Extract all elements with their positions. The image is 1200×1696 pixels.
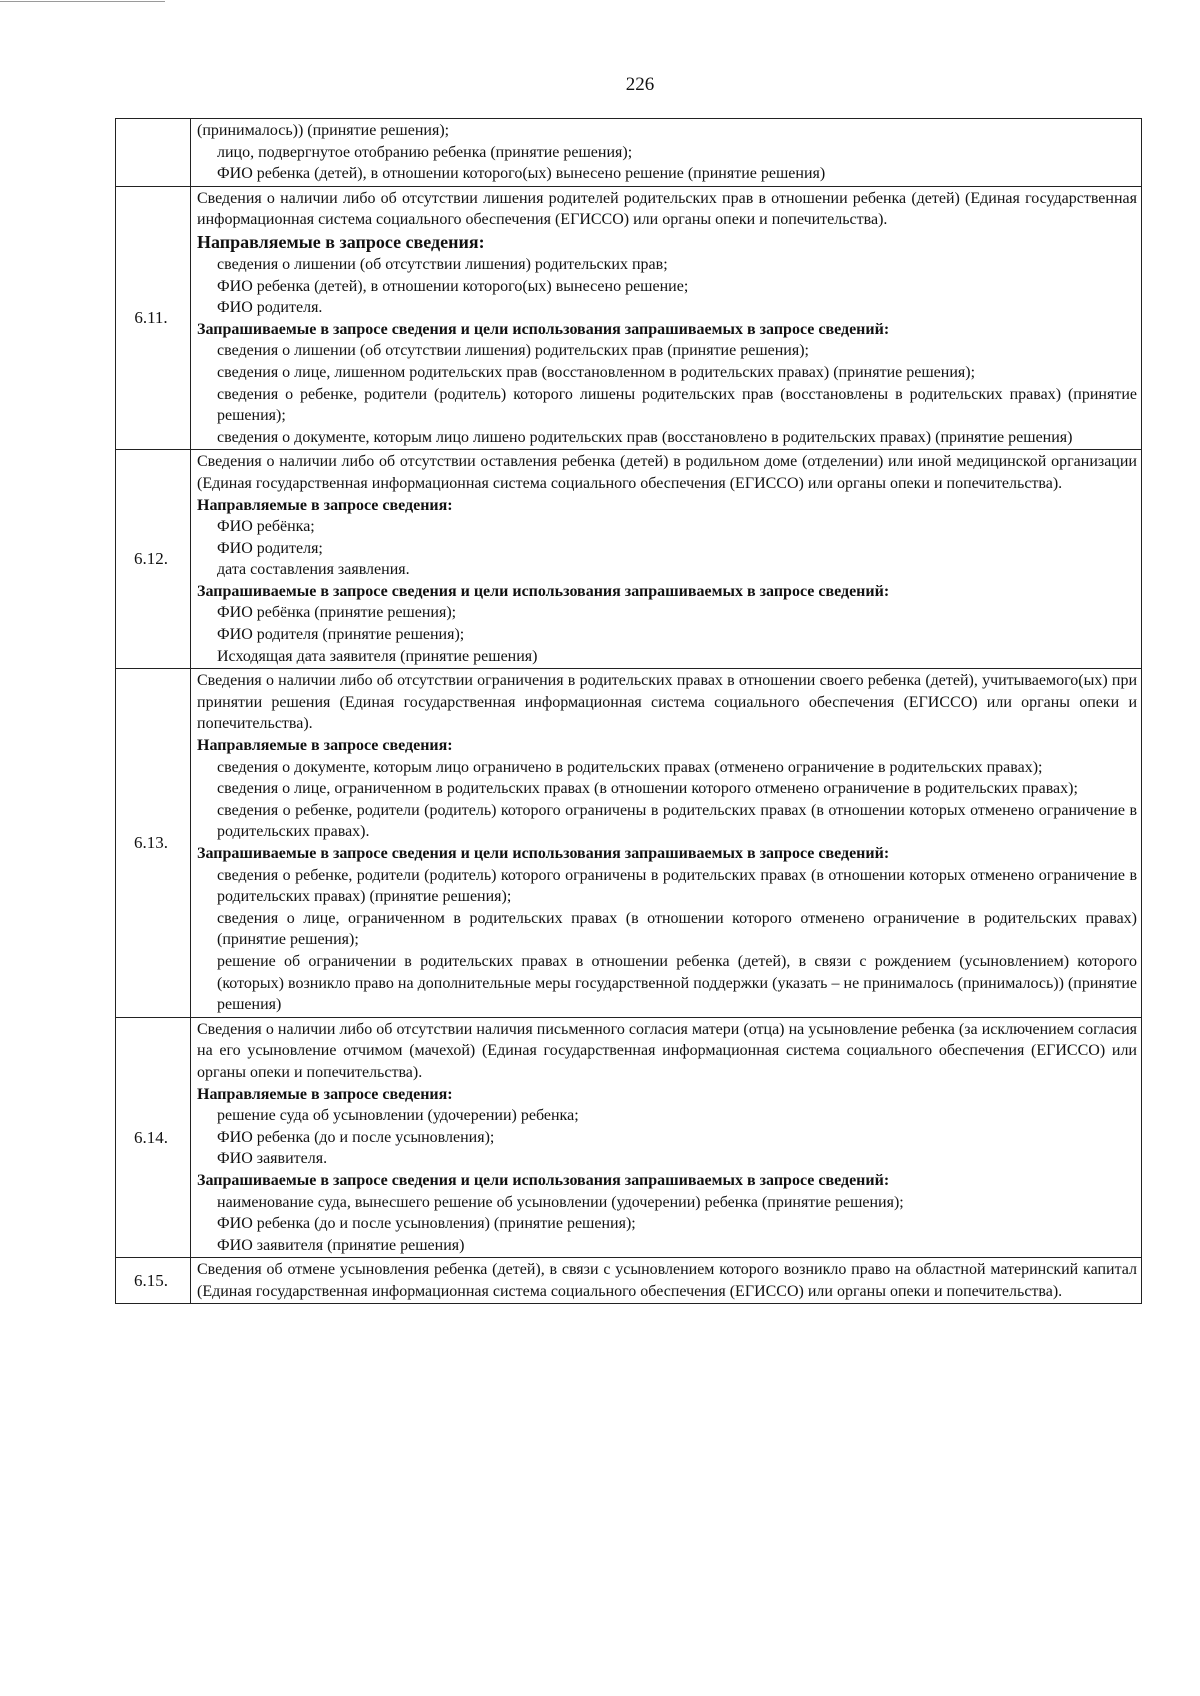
- content-line: Сведения о наличии либо об отсутствии ограничения в родительских правах в отношении своего ребенка (детей), учитываемого(ых) при принятии решения (Единая государственная информационная система социального обеспечения (ЕГИССО) или органы опеки и попечительства).: [197, 672, 1137, 733]
- content-line: (принималось)) (принятие решения);: [197, 122, 450, 139]
- content-line: наименование суда, вынесшего решение об усыновлении (удочерении) ребенка (принятие решения);: [217, 1193, 904, 1211]
- row-number: 6.13.: [116, 669, 191, 1018]
- row-content: [191, 1258, 1142, 1304]
- page-number: 226: [625, 74, 655, 95]
- content-line: сведения о лице, лишенном родительских прав (восстановленном в родительских правах) (принятие решения);: [217, 363, 976, 381]
- content-line: ФИО ребёнка;: [217, 518, 315, 536]
- row-number: 6.11.: [116, 186, 191, 450]
- row-content: [191, 450, 1142, 669]
- content-line: сведения о документе, которым лицо лишено родительских прав (восстановлено в родительских правах) (принятие решения): [217, 428, 1073, 446]
- section-heading: Направляемые в запросе сведения:: [197, 737, 453, 755]
- content-line: дата составления заявления.: [217, 561, 410, 579]
- table-row: [116, 119, 1142, 187]
- content-line: Исходящая дата заявителя (принятие решения): [217, 647, 538, 665]
- content-line: сведения о ребенке, родители (родитель) которого лишены родительских прав (восстановлены в родительских правах) (принятие решения);: [217, 385, 1137, 425]
- table-row: [116, 1258, 1142, 1304]
- content-line: ФИО ребенка (детей), в отношении которого(ых) вынесено решение;: [217, 277, 689, 295]
- content-line: ФИО ребёнка (принятие решения);: [217, 604, 457, 622]
- requirements-table-body: [116, 119, 1142, 1304]
- content-line: ФИО ребенка (до и после усыновления) (принятие решения);: [217, 1215, 636, 1233]
- table-row: [116, 1017, 1142, 1258]
- content-line: решение об ограничении в родительских правах в отношении ребенка (детей), в связи с рождением (усыновлением) которого (которых) возникло право на дополнительные меры государственной поддержки (указать – не принималось (принималось)) (принятие решения): [217, 952, 1137, 1014]
- scan-edge-mark: [0, 1, 165, 2]
- content-line: сведения о документе, которым лицо ограничено в родительских правах (отменено ограничение в родительских правах);: [217, 758, 1043, 776]
- section-heading: Запрашиваемые в запросе сведения и цели использования запрашиваемых в запросе сведений:: [197, 1171, 890, 1189]
- content-line: сведения о лишении (об отсутствии лишения) родительских прав (принятие решения);: [217, 342, 809, 360]
- section-heading: Направляемые в запросе сведения:: [197, 231, 485, 252]
- row-number: [116, 119, 191, 187]
- content-line: ФИО родителя;: [217, 539, 323, 557]
- requirements-table: [115, 118, 1142, 1304]
- content-line: ФИО заявителя.: [217, 1150, 328, 1168]
- content-line: сведения о лице, ограниченном в родительских правах (в отношении которого отменено ограничение в родительских правах) (принятие решения);: [217, 909, 1137, 949]
- table-row: [116, 450, 1142, 669]
- row-content: [191, 186, 1142, 450]
- row-number: 6.12.: [116, 450, 191, 669]
- content-line: решение суда об усыновлении (удочерении) ребенка;: [217, 1107, 579, 1125]
- content-line: сведения о ребенке, родители (родитель) которого ограничены в родительских правах (в отношении которых отменено ограничение в родительских правах).: [217, 801, 1137, 841]
- content-line: ФИО ребенка (детей), в отношении которого(ых) вынесено решение (принятие решения): [217, 165, 826, 183]
- content-line: ФИО родителя (принятие решения);: [217, 626, 465, 644]
- section-heading: Запрашиваемые в запросе сведения и цели использования запрашиваемых в запросе сведений:: [197, 320, 890, 338]
- row-content: [191, 119, 1142, 187]
- section-heading: Направляемые в запросе сведения:: [197, 496, 453, 514]
- content-line: Сведения о наличии либо об отсутствии наличия письменного согласия матери (отца) на усыновление ребенка (за исключением согласия на его усыновление отчимом (мачехой) (Единая государственная информационная система социального обеспечения (ЕГИССО) или органы опеки и попечительства).: [197, 1020, 1137, 1081]
- content-line: Сведения об отмене усыновления ребенка (детей), в связи с усыновлением которого возникло право на областной материнский капитал (Единая государственная информационная система социального обеспечения (ЕГИССО) или органы опеки и попечительства).: [197, 1261, 1137, 1300]
- content-line: Сведения о наличии либо об отсутствии лишения родителей родительских прав в отношении ребенка (детей) (Единая государственная информационная система социального обеспечения (ЕГИССО) или органы опеки и попечительства).: [197, 189, 1137, 229]
- section-heading: Запрашиваемые в запросе сведения и цели использования запрашиваемых в запросе сведений:: [197, 845, 890, 862]
- section-heading: Направляемые в запросе сведения:: [197, 1085, 453, 1103]
- row-content: [191, 669, 1142, 1018]
- table-row: [116, 669, 1142, 1018]
- table-row: [116, 186, 1142, 450]
- content-line: сведения о лице, ограниченном в родительских правах (в отношении которого отменено ограничение в родительских правах);: [217, 780, 1078, 798]
- content-line: сведения о лишении (об отсутствии лишения) родительских прав;: [217, 255, 668, 273]
- row-number: 6.15.: [116, 1258, 191, 1304]
- row-content: [191, 1017, 1142, 1258]
- content-line: ФИО ребенка (до и после усыновления);: [217, 1128, 495, 1146]
- section-heading: Запрашиваемые в запросе сведения и цели использования запрашиваемых в запросе сведений:: [197, 582, 890, 600]
- content-line: лицо, подвергнутое отобранию ребенка (принятие решения);: [217, 143, 633, 161]
- content-line: ФИО родителя.: [217, 299, 323, 317]
- content-line: Сведения о наличии либо об отсутствии оставления ребенка (детей) в родильном доме (отделении) или иной медицинской организации (Единая государственная информационная система социального обеспечения (ЕГИССО) или органы опеки и попечительства).: [197, 453, 1137, 492]
- content-line: ФИО заявителя (принятие решения): [217, 1236, 465, 1254]
- row-number: 6.14.: [116, 1017, 191, 1258]
- content-line: сведения о ребенке, родители (родитель) которого ограничены в родительских правах (в отношении которых отменено ограничение в родительских правах) (принятие решения);: [217, 866, 1137, 906]
